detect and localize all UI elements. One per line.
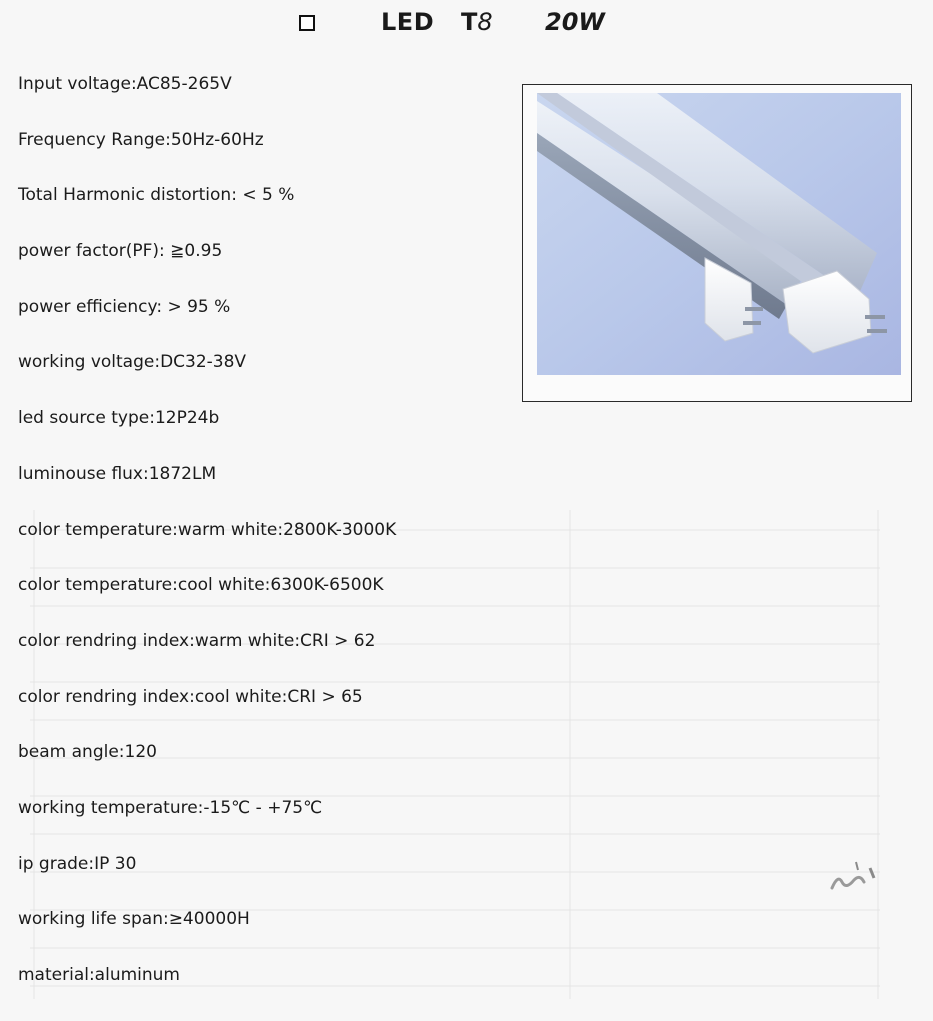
spec-beam-angle: beam angle:120: [18, 742, 157, 763]
led-tube-photo: [537, 93, 901, 375]
spec-power-efficiency: power efficiency: > 95 %: [18, 296, 231, 317]
spec-list: [18, 74, 396, 1021]
scan-mark-icon: [826, 858, 886, 898]
spec-frequency-range: Frequency Range:50Hz-60Hz: [18, 129, 264, 150]
spec-color-temp-warm: color temperature:warm white:2800K-3000K: [18, 519, 397, 540]
title-eight: 8: [477, 8, 493, 36]
spec-working-temperature: working temperature:-15℃ - +75℃: [18, 797, 323, 818]
checkbox-icon: [299, 15, 315, 31]
spec-led-source-type: led source type:12P24b: [18, 408, 220, 429]
spec-power-factor: power factor(PF): ≧0.95: [18, 241, 223, 262]
title-tube-type: [461, 8, 493, 36]
spec-input-voltage: Input voltage:AC85-265V: [18, 74, 232, 94]
spec-cri-warm: color rendring index:warm white:CRI > 62: [18, 630, 376, 651]
spec-material: material:aluminum: [18, 965, 180, 985]
title-t: T: [461, 8, 478, 36]
title-led: LED: [381, 8, 435, 36]
spec-color-temp-cool: color temperature:cool white:6300K-6500K: [18, 575, 384, 596]
product-photo-frame: [522, 84, 912, 402]
spec-harmonic-distortion: Total Harmonic distortion: < 5 %: [18, 185, 295, 206]
spec-luminous-flux: luminouse flux:1872LM: [18, 463, 217, 484]
spec-cri-cool: color rendring index:cool white:CRI > 65: [18, 686, 363, 707]
product-title: [0, 6, 933, 40]
spec-ip-grade: ip grade:IP 30: [18, 853, 137, 874]
title-wattage: 20W: [545, 8, 605, 36]
spec-working-voltage: working voltage:DC32-38V: [18, 352, 247, 373]
spec-working-life: working life span:≥40000H: [18, 909, 250, 930]
